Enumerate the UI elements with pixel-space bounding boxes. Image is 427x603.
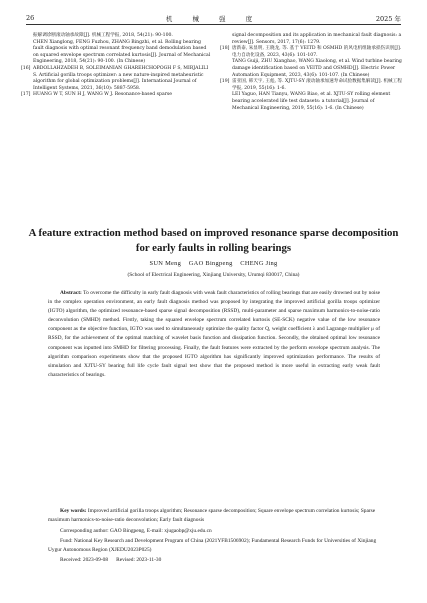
reference-entry — [232, 33, 402, 46]
reference-text: ABDOLLAHZADEH B, SOLEIMANIAN GHAREHCHOPOGH F S, MIRJALILI S. Artificial gorilla troops optimizer: a new nature-inspired metaheuristic algorithm for global optimization problems[J]. International Journal of Intelligent Systems, 2021, 36(10): 5887-5958. — [33, 65, 209, 91]
reference-entry — [220, 79, 402, 92]
corresponding-author: Corresponding author: GAO Bingpeng, E-mail: xjugaobp@xju.edu.cn — [60, 528, 212, 534]
reference-number: [16] — [21, 65, 31, 71]
reference-text: CHEN Xianglong, FENG Fuzhou, ZHANG Bingzhi, et al. Rolling bearing fault diagnosis with optimal resonant frequency band demodulation based on squared envelope spectrum correlated kurtosis[J]. Journal of Mechanical Engineering, 2018, 54(21): 90-100. (In Chinese) — [33, 39, 211, 65]
abstract-label: Abstract: — [60, 290, 82, 296]
reference-text: TANG Guiji, ZHU Xianghao, WANG Xiaolong, et al. Wind turbine bearing damage identification based on VEITD and OSMHD[J]. Electric Power Automation Equipment, 2023, 43(6): 101-107. (In Chinese) — [232, 59, 402, 78]
reference-entry — [21, 65, 211, 92]
page-number: 26 — [26, 14, 35, 22]
abstract-text: To overcome the difficulty in early fault diagnosis with weak fault characteristics of rolling bearings that are easily drowned out by noise in the complex operation environment, an early fault diagnosis method was proposed by integrating the improved artificial gorilla troops optimizer (IGTO) algorithm, the optimized resonance-based sparse signal decomposition (RSSD), multi-parameter and sparse maximum harmonics-to-noise-ratio deconvolution (SMHD) method. Firstly, taking the squared envelope spectrum correlated kurtosis (SE-SCK) negative value of the low resonance component as the objective function, IGTO was used to simultaneously optimize the quality factor Q, weight coefficient λ and Lagrange multiplier μ of RSSD, for the achievement of the optimal matching of wavelet basis function and dissipation function. Secondly, the obtained optimal low resonance component was inputted into SMHD for filtering processing. Finally, the fault features were extracted by the perform envelope spectrum analysis. The algorithm comparison experiments show that the proposed IGTO algorithm has significantly improved optimization performance. The results of simulation and XJTU-SY bearing full life cycle fault signal test show that the proposed method is more useful in extracting early weak fault characteristics of bearings. — [48, 290, 380, 378]
reference-entry — [33, 33, 211, 40]
fund-info: Fund: National Key Research and Development Program of China (2021YFB1506902); Fundamental Research Funds for Universities of Xinjiang Uygur Autonomous Region (XJEDU2023P025) — [48, 538, 377, 554]
references-left-column — [21, 33, 211, 99]
title-line-1: A feature extraction method based on improved resonance sparse decomposition — [28, 227, 399, 239]
received-dates: Received: 2023-09-08 Revised: 2023-11-30 — [60, 557, 162, 563]
reference-entry — [232, 59, 402, 79]
author-list: SUN Meng GAO Bingpeng CHENG Jing — [149, 260, 278, 267]
reference-text: HUANG W T, SUN H J, WANG W J. Resonance-based sparse — [33, 92, 172, 98]
title-line-2: for early faults in rolling bearings — [135, 242, 292, 254]
reference-entry — [232, 92, 402, 112]
issue-year: 2025 年 — [375, 15, 401, 23]
reference-number: [19] — [220, 79, 230, 85]
references-right-column — [220, 33, 402, 112]
reference-number: [18] — [220, 46, 230, 52]
header-rule — [26, 24, 401, 25]
keywords — [48, 507, 380, 525]
reference-text: 雷亚国, 韩天宇, 王彪, 等. XJTU-SY 滚动轴承加速寿命试验数据集解读[J]. 机械工程学报, 2019, 55(16): 1-6. — [232, 79, 402, 91]
journal-name: 机 械 强 度 — [165, 15, 262, 23]
paper-title — [20, 226, 407, 256]
running-header — [26, 12, 401, 24]
reference-text: 唐新泰, 朱显明, 王晓龙, 等. 基于 VEITD 和 OSMHD 的风电机组轴承损伤识别[J]. 电力自动化设备, 2023, 43(6): 101-107. — [232, 46, 402, 58]
keywords-text: Improved artificial gorilla troops algorithm; Resonance sparse decomposition; Square envelope spectrum correlation kurtosis; Sparse maximum harmonics-to-noise-ratio deconvolution; Early fault diagnosis — [48, 508, 376, 524]
reference-number: [17] — [21, 92, 31, 98]
reference-entry — [21, 92, 211, 99]
reference-text: signal decomposition and its application in mechanical fault diagnosis: a review[J]. Sensors, 2017, 17(6): 1279. — [232, 33, 402, 45]
reference-text: LEI Yaguo, HAN Tianyu, WANG Biao, et al. XJTU-SY rolling element bearing accelerated life test datasets: a tutorial[J]. Journal of Mechanical Engineering, 2019, 55(16): 1-6. (In Chinese) — [232, 92, 391, 111]
reference-text: 振解调诊断滚动轴承故障[J]. 机械工程学报, 2018, 54(21): 90-100. — [33, 33, 173, 38]
affiliation: (School of Electrical Engineering, Xinjiang University, Urumqi 830017, China) — [127, 272, 300, 278]
keywords-label: Key words: — [60, 508, 87, 514]
reference-entry — [33, 40, 211, 66]
reference-entry — [220, 46, 402, 59]
abstract — [48, 289, 380, 380]
